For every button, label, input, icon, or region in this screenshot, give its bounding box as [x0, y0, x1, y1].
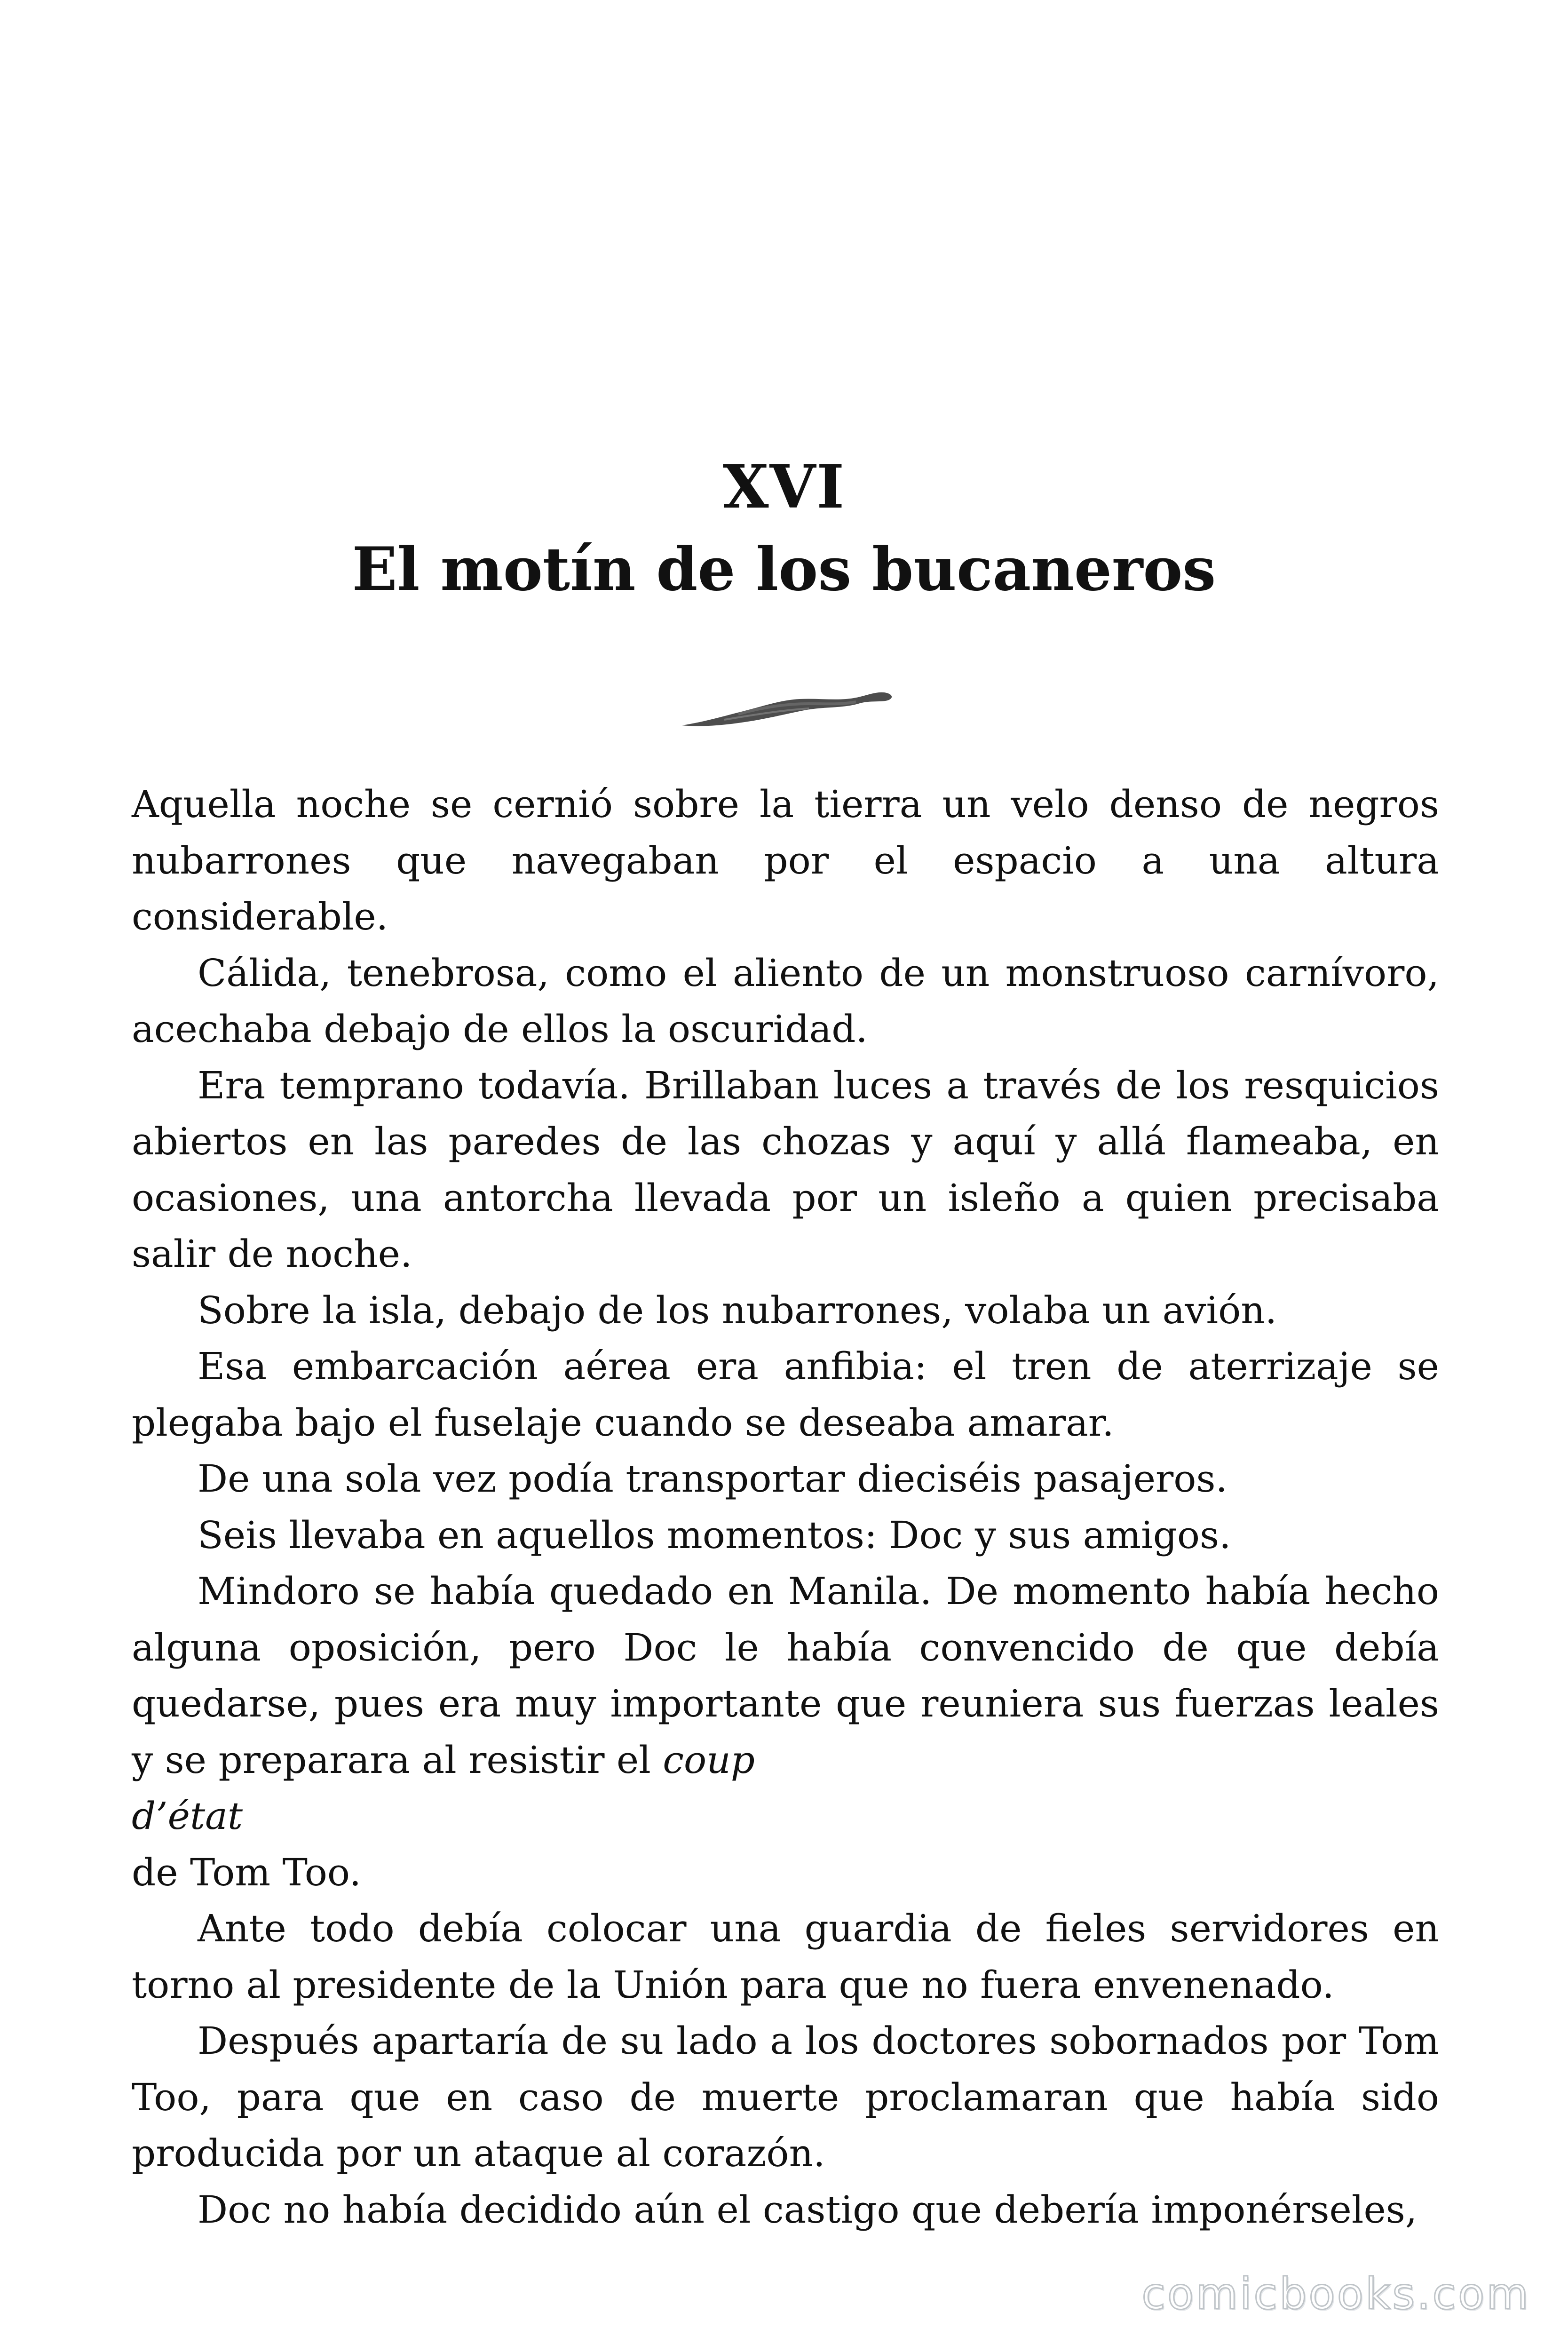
paragraph: Seis llevaba en aquellos momentos: Doc y sus amigos.: [198, 1513, 1231, 1557]
paragraph: Aquella noche se cernió sobre la tierra un velo denso de negros nubarrones que navegaban por el espacio a una altura considerable.: [132, 782, 1439, 938]
paragraph: [132, 1563, 1439, 1788]
chapter-number: XVI: [722, 452, 846, 522]
paragraph-continuation: de Tom Too.: [132, 1850, 362, 1894]
paragraph: Cálida, tenebrosa, como el aliento de un monstruoso carnívoro, acechaba debajo de ellos la oscuridad.: [132, 951, 1439, 1051]
chapter-body: [132, 776, 1439, 2238]
paragraph: Sobre la isla, debajo de los nubarrones, volaba un avión.: [198, 1288, 1277, 1332]
watermark: comicbooks.com: [1141, 2269, 1530, 2319]
italic-line: [132, 1788, 1439, 1844]
paragraph: Esa embarcación aérea era anfibia: el tren de aterrizaje se plegaba bajo el fuselaje cuando se deseaba amarar.: [132, 1344, 1439, 1445]
paragraph: Doc no había decidido aún el castigo que debería imponérseles,: [198, 2187, 1418, 2232]
paragraph: Era temprano todavía. Brillaban luces a través de los resquicios abiertos en las paredes de las chozas y aquí y allá flameaba, en ocasiones, una antorcha llevada por un isleño a quien precisaba salir de noche.: [132, 1063, 1439, 1276]
paragraph: Después apartaría de su lado a los doctores sobornados por Tom Too, para que en caso de muerte proclamaran que había sido producida por un ataque al corazón.: [132, 2019, 1439, 2175]
paragraph: De una sola vez podía transportar dieciséis pasajeros.: [198, 1457, 1227, 1501]
italic-term: coup: [663, 1738, 755, 1782]
paragraph-text: Mindoro se había quedado en Manila. De momento había hecho alguna oposición, pero Doc le había convencido de que debía quedarse, pues era muy importante que reuniera sus fuerzas leales y se preparara al resistir el: [132, 1569, 1439, 1782]
paragraph: Ante todo debía colocar una guardia de fieles servidores en torno al presidente de la Unión para que no fuera envenenado.: [132, 1907, 1439, 2007]
brush-stroke-ornament-icon: [668, 673, 903, 743]
chapter-title: El motín de los bucaneros: [352, 534, 1216, 604]
italic-term: d’état: [132, 1794, 243, 1838]
